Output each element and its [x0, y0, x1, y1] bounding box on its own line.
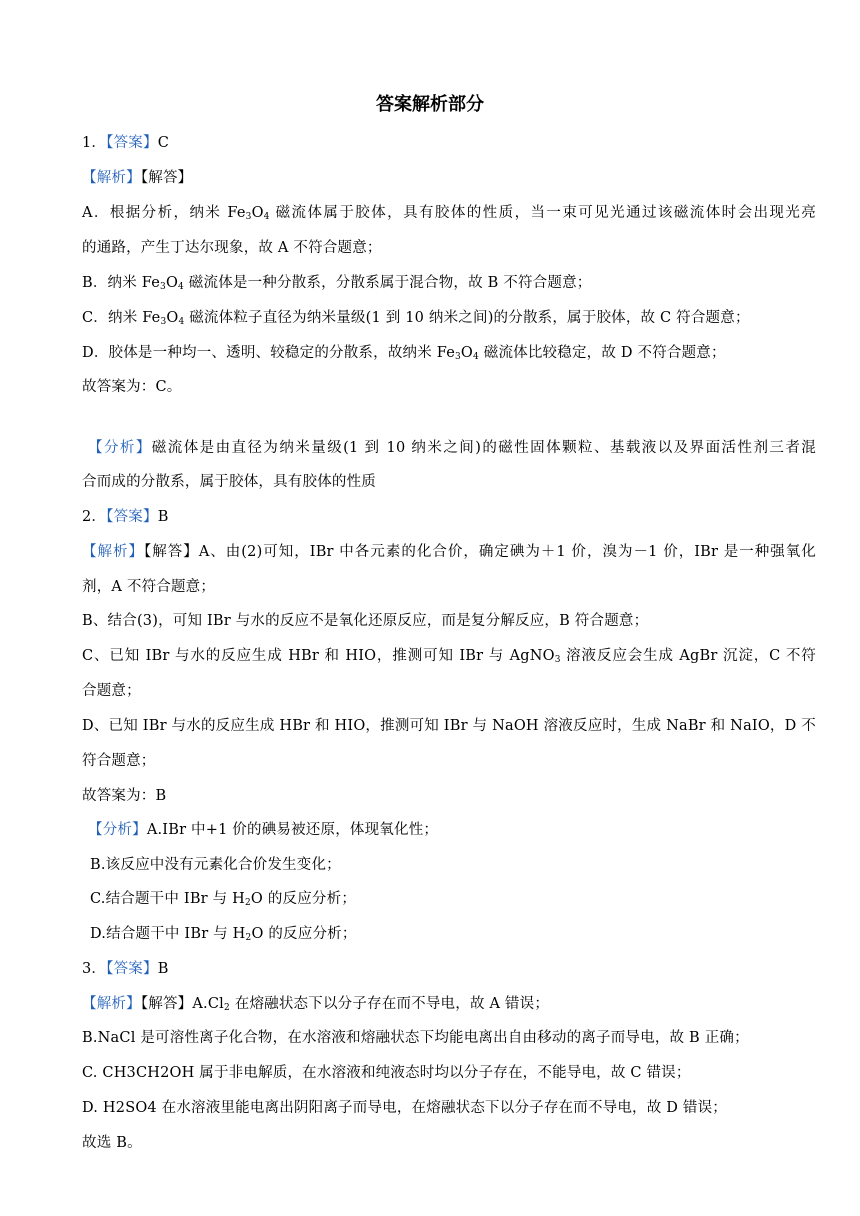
q1-c-sub1: 3 — [160, 317, 167, 327]
q2-fenxi-c-text1: C.结合题干中 IBr 与 H — [90, 891, 245, 907]
q3-answer-tag: 【答案】 — [106, 961, 158, 977]
q2-fenxi-c-sub: 2 — [244, 898, 251, 908]
q3-number: 3． — [82, 961, 107, 977]
q2-number: 2． — [82, 509, 107, 525]
q2-option-c-cont: 合题意； — [82, 683, 141, 699]
q1-d-text1: D．胶体是一种均一、透明、较稳定的分散系，故纳米 Fe — [82, 345, 455, 361]
q1-option-d — [82, 343, 726, 363]
q3-option-c: C. CH3CH2OH 属于非电解质，在水溶液和纯液态时均以分子存在，不能导电，故 C 错误； — [82, 1065, 691, 1081]
q1-c-text1: C．纳米 Fe — [82, 310, 161, 326]
q1-fenxi-line2: 合而成的分散系，属于胶体，具有胶体的性质 — [82, 474, 376, 490]
q3-a-text2: 在熔融状态下以分子存在而不导电，故 A 错误； — [229, 996, 550, 1012]
q3-option-a — [82, 994, 549, 1014]
q2-fenxi-d-text1: D.结合题干中 IBr 与 H — [90, 926, 246, 942]
q1-fenxi-tag: 【分析】 — [88, 440, 152, 456]
q1-number: 1． — [82, 135, 107, 151]
q1-a-sub2: 4 — [263, 212, 270, 222]
q2-answer-line — [82, 507, 169, 527]
q1-a-text3: 磁流体属于胶体，具有胶体的性质，当一束可见光通过该磁流体时会出现光亮 — [269, 205, 816, 221]
q2-option-d-cont: 符合题意； — [82, 753, 156, 769]
q1-d-sub2: 4 — [473, 352, 479, 362]
q1-option-a — [82, 203, 816, 223]
q2-a-text1: A、由(2)可知，IBr 中各元素的化合价，确定碘为＋1 价，溴为－1 价，IBr 是一种强氧化 — [198, 544, 816, 560]
q2-fenxi-b: B.该反应中没有元素化合价发生变化； — [90, 857, 341, 873]
q3-final-answer: 故选 B。 — [82, 1135, 142, 1151]
q1-b-text3: 磁流体是一种分散系，分散系属于混合物，故 B 不符合题意； — [183, 275, 592, 291]
q1-a-sub1: 3 — [245, 212, 252, 222]
q3-answer-head: 【解答】 — [140, 996, 193, 1012]
q1-answer-head: 【解答】 — [140, 170, 193, 186]
q1-b-sub1: 3 — [160, 282, 166, 292]
q1-answer-line — [82, 133, 169, 153]
q1-a-text2: O — [251, 205, 264, 221]
q2-analysis-tag: 【解析】 — [82, 544, 145, 560]
q1-option-a-cont: 的通路，产生丁达尔现象，故 A 不符合题意； — [82, 240, 382, 256]
q2-c-text2: 溶液反应会生成 AgBr 沉淀，C 不符 — [560, 648, 816, 664]
q2-fenxi-d — [90, 924, 357, 944]
q2-final-answer: 故答案为：B — [82, 788, 167, 804]
q1-c-text2: O — [166, 310, 179, 326]
q3-a-sub: 2 — [224, 1003, 230, 1013]
q1-analysis-header — [82, 168, 192, 188]
q2-fenxi-tag: 【分析】 — [88, 822, 147, 838]
q2-fenxi-c-text2: O 的反应分析； — [250, 891, 357, 907]
q2-option-b: B、结合(3)，可知 IBr 与水的反应不是氧化还原反应，而是复分解反应，B 符合题意； — [82, 613, 649, 629]
q1-option-b — [82, 273, 591, 293]
q1-final-answer: 故答案为：C。 — [82, 379, 182, 395]
q1-c-sub2: 4 — [178, 317, 185, 327]
q3-answer-line — [82, 959, 169, 979]
q2-answer-head: 【解答】 — [144, 544, 199, 560]
q1-d-sub1: 3 — [454, 352, 461, 362]
q1-fenxi-line1 — [88, 438, 816, 458]
q1-a-text1: A．根据分析，纳米 Fe — [82, 205, 246, 221]
q1-b-text1: B．纳米 Fe — [82, 275, 161, 291]
q1-option-c — [82, 308, 750, 328]
q2-fenxi-a — [88, 820, 438, 840]
q2-option-a — [82, 542, 816, 562]
q3-analysis-tag: 【解析】 — [82, 996, 141, 1012]
page-title: 答案解析部分 — [376, 94, 484, 115]
q1-b-text2: O — [165, 275, 179, 291]
q2-fenxi-d-sub: 2 — [245, 933, 252, 943]
q2-c-sub1: 3 — [554, 655, 561, 665]
q2-option-d: D、已知 IBr 与水的反应生成 HBr 和 HIO，推测可知 IBr 与 NaOH 溶液反应时，生成 NaBr 和 NaIO，D 不 — [82, 718, 816, 734]
q3-answer: B — [157, 961, 169, 977]
q2-option-a-cont: 剂，A 不符合题意； — [82, 579, 216, 595]
q2-answer: B — [157, 509, 169, 525]
q1-analysis-tag: 【解析】 — [82, 170, 141, 186]
q1-answer: C — [157, 135, 169, 151]
q2-option-c — [82, 646, 816, 666]
q1-b-sub2: 4 — [178, 282, 184, 292]
q3-option-b: B.NaCl 是可溶性离子化合物，在水溶液和熔融状态下均能电离出自由移动的离子而导电，故 B 正确； — [82, 1030, 749, 1046]
q1-answer-tag: 【答案】 — [106, 135, 158, 151]
q2-fenxi-a-text: A.IBr 中+1 价的碘易被还原，体现氧化性； — [146, 822, 439, 838]
q2-fenxi-d-text2: O 的反应分析； — [251, 926, 357, 942]
q1-fenxi-text1: 磁流体是由直径为纳米量级(1 到 10 纳米之间)的磁性固体颗粒、基载液以及界面活性剂三者混 — [151, 440, 816, 456]
q1-c-text3: 磁流体粒子直径为纳米量级(1 到 10 纳米之间)的分散系，属于胶体，故 C 符合题意； — [184, 310, 750, 326]
q2-fenxi-c — [90, 889, 356, 909]
q3-option-d: D. H2SO4 在水溶液里能电离出阴阳离子而导电，在熔融状态下以分子存在而不导电，故 D 错误； — [82, 1100, 727, 1116]
q2-c-text1: C、已知 IBr 与水的反应生成 HBr 和 HIO，推测可知 IBr 与 AgNO — [82, 648, 555, 664]
q2-answer-tag: 【答案】 — [106, 509, 158, 525]
q1-d-text3: 磁流体比较稳定，故 D 不符合题意； — [478, 345, 726, 361]
q1-d-text2: O — [460, 345, 474, 361]
q3-a-text1: A.Cl — [192, 996, 224, 1012]
